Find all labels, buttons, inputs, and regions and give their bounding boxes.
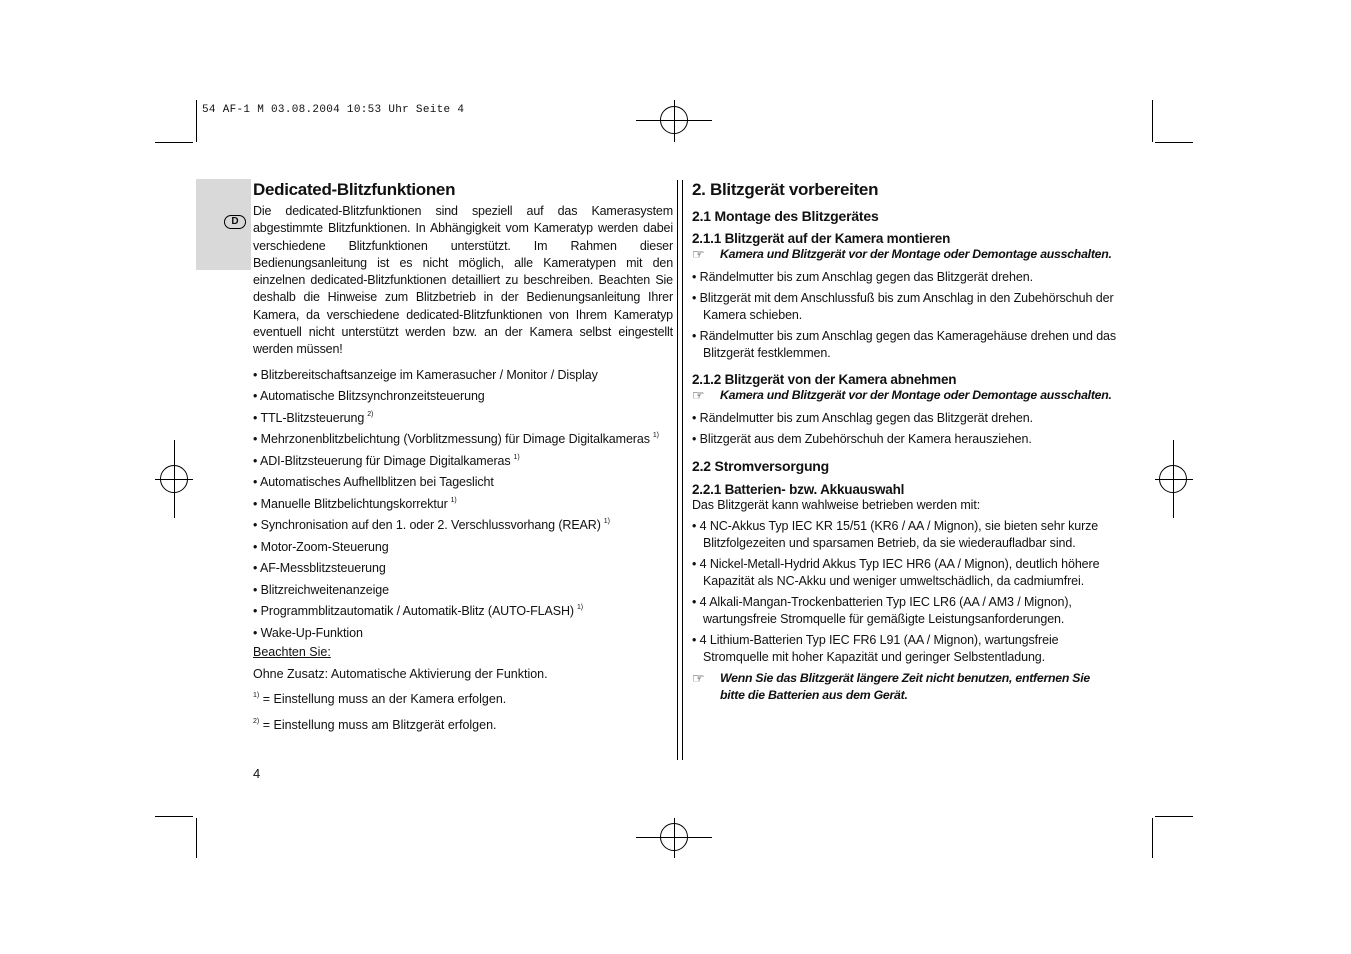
- list-item: • Automatische Blitzsynchronzeitsteuerung: [253, 384, 673, 406]
- left-column: [253, 180, 673, 736]
- list-item: • TTL-Blitzsteuerung $^{2)}$: [253, 406, 673, 428]
- list-item: • AF-Messblitzsteuerung: [253, 556, 673, 578]
- section-title: 2. Blitzgerät vorbereiten: [692, 180, 879, 199]
- language-tab: [196, 179, 251, 270]
- removal-steps: [692, 410, 1117, 448]
- list-item: • Blitzgerät aus dem Zubehörschuh der Kamera herausziehen.: [692, 431, 1117, 448]
- list-item: • 4 Nickel-Metall-Hydrid Akkus Typ IEC HR6 (AA / Mignon), deutlich höhere Kapazität als NC-Akku und weniger umweltschädlich, da cadmiumfrei.: [692, 556, 1117, 590]
- section-title: Dedicated-Blitzfunktionen: [253, 180, 456, 199]
- list-item: • 4 Lithium-Batterien Typ IEC FR6 L91 (AA / Mignon), wartungsfreie Stromquelle mit hoher Kapazität und geringer Selbstentladung.: [692, 632, 1117, 666]
- list-item: • Blitzreichweitenanzeige: [253, 578, 673, 600]
- page-number: 4: [253, 766, 261, 781]
- list-item: • Synchronisation auf den 1. oder 2. Verschlussvorhang (REAR) $^{1)}$: [253, 513, 673, 535]
- column-divider: [682, 180, 683, 760]
- note-heading: Beachten Sie:: [253, 645, 331, 660]
- list-item: • Manuelle Blitzbelichtungskorrektur $^{1)}$: [253, 492, 673, 514]
- list-item: • Rändelmutter bis zum Anschlag gegen das Blitzgerät drehen.: [692, 269, 1117, 286]
- warning-note: ☞ Wenn Sie das Blitzgerät längere Zeit nicht benutzen, entfernen Sie bitte die Batterien aus dem Gerät.: [692, 670, 1091, 702]
- battery-list: [692, 518, 1117, 666]
- list-item: • Wake-Up-Funktion: [253, 621, 673, 643]
- list-item: • Automatisches Aufhellblitzen bei Tageslicht: [253, 470, 673, 492]
- note-line: $^{1)}$ = Einstellung muss an der Kamera erfolgen.: [253, 692, 507, 707]
- list-item: • Rändelmutter bis zum Anschlag gegen das Kameragehäuse drehen und das Blitzgerät festklemmen.: [692, 328, 1117, 362]
- warning-note: ☞ Kamera und Blitzgerät vor der Montage oder Demontage ausschalten.: [692, 387, 1112, 403]
- subsection-heading: 2.2 Stromversorgung: [692, 458, 830, 474]
- notes: [253, 642, 673, 736]
- list-item: • Mehrzonenblitzbelichtung (Vorblitzmessung) für Dimage Digitalkameras $^{1)}$: [253, 427, 673, 449]
- warning-note: ☞ Kamera und Blitzgerät vor der Montage oder Demontage ausschalten.: [692, 246, 1112, 262]
- list-item: • 4 Alkali-Mangan-Trockenbatterien Typ IEC LR6 (AA / AM3 / Mignon), wartungsfreie Stromquelle für gemäßigte Leistungsanforderungen.: [692, 594, 1117, 628]
- list-item: • Programmblitzautomatik / Automatik-Blitz (AUTO-FLASH) $^{1)}$: [253, 599, 673, 621]
- list-item: • 4 NC-Akkus Typ IEC KR 15/51 (KR6 / AA / Mignon), sie bieten sehr kurze Blitzfolgezeiten und sparsamen Betrieb, da sie wiederaufladbar sind.: [692, 518, 1117, 552]
- subsection-heading: 2.1.2 Blitzgerät von der Kamera abnehmen: [692, 372, 957, 387]
- pointing-hand-icon: ☞: [692, 387, 705, 403]
- subsection-heading: 2.1 Montage des Blitzgerätes: [692, 208, 879, 224]
- column-divider: [677, 180, 678, 760]
- battery-intro: Das Blitzgerät kann wahlweise betrieben werden mit:: [692, 498, 981, 512]
- note-line: Ohne Zusatz: Automatische Aktivierung der Funktion.: [253, 666, 548, 681]
- function-list: [253, 363, 673, 643]
- pointing-hand-icon: ☞: [692, 246, 705, 262]
- subsection-heading: 2.2.1 Batterien- bzw. Akkuauswahl: [692, 482, 905, 497]
- mount-steps: [692, 269, 1117, 362]
- note-line: $^{2)}$ = Einstellung muss am Blitzgerät erfolgen.: [253, 717, 497, 732]
- subsection-heading: 2.1.1 Blitzgerät auf der Kamera montieren: [692, 231, 951, 246]
- list-item: • ADI-Blitzsteuerung für Dimage Digitalkameras $^{1)}$: [253, 449, 673, 471]
- list-item: • Blitzgerät mit dem Anschlussfuß bis zum Anschlag in den Zubehörschuh der Kamera schieben.: [692, 290, 1117, 324]
- list-item: • Motor-Zoom-Steuerung: [253, 535, 673, 557]
- pointing-hand-icon: ☞: [692, 670, 705, 686]
- intro-paragraph: Die dedicated-Blitzfunktionen sind speziell auf das Kamerasystem abgestimmte Blitzfunktionen. In Abhängigkeit vom Kameratyp werden dabei verschiedene Blitzfunktionen unterstützt. Im Rahmen dieser Bedienungsanleitung ist es nicht möglich, alle Kameratypen mit den einzelnen dedicated-Blitzfunktionen detailliert zu beschreiben. Beachten Sie deshalb die Hinweise zum Blitzbetrieb in der Bedienungsanleitung Ihrer Kamera, da verschiedene dedicated-Blitzfunktionen von Ihrem Kameratyp eventuell nicht unterstützt werden bzw. an der Kamera selbst eingestellt werden müssen!: [253, 204, 673, 357]
- print-slug: 54 AF-1 M 03.08.2004 10:53 Uhr Seite 4: [202, 104, 465, 116]
- list-item: • Rändelmutter bis zum Anschlag gegen das Blitzgerät drehen.: [692, 410, 1117, 427]
- language-badge: D: [224, 215, 246, 229]
- list-item: • Blitzbereitschaftsanzeige im Kamerasucher / Monitor / Display: [253, 363, 673, 385]
- right-column: [692, 180, 1117, 704]
